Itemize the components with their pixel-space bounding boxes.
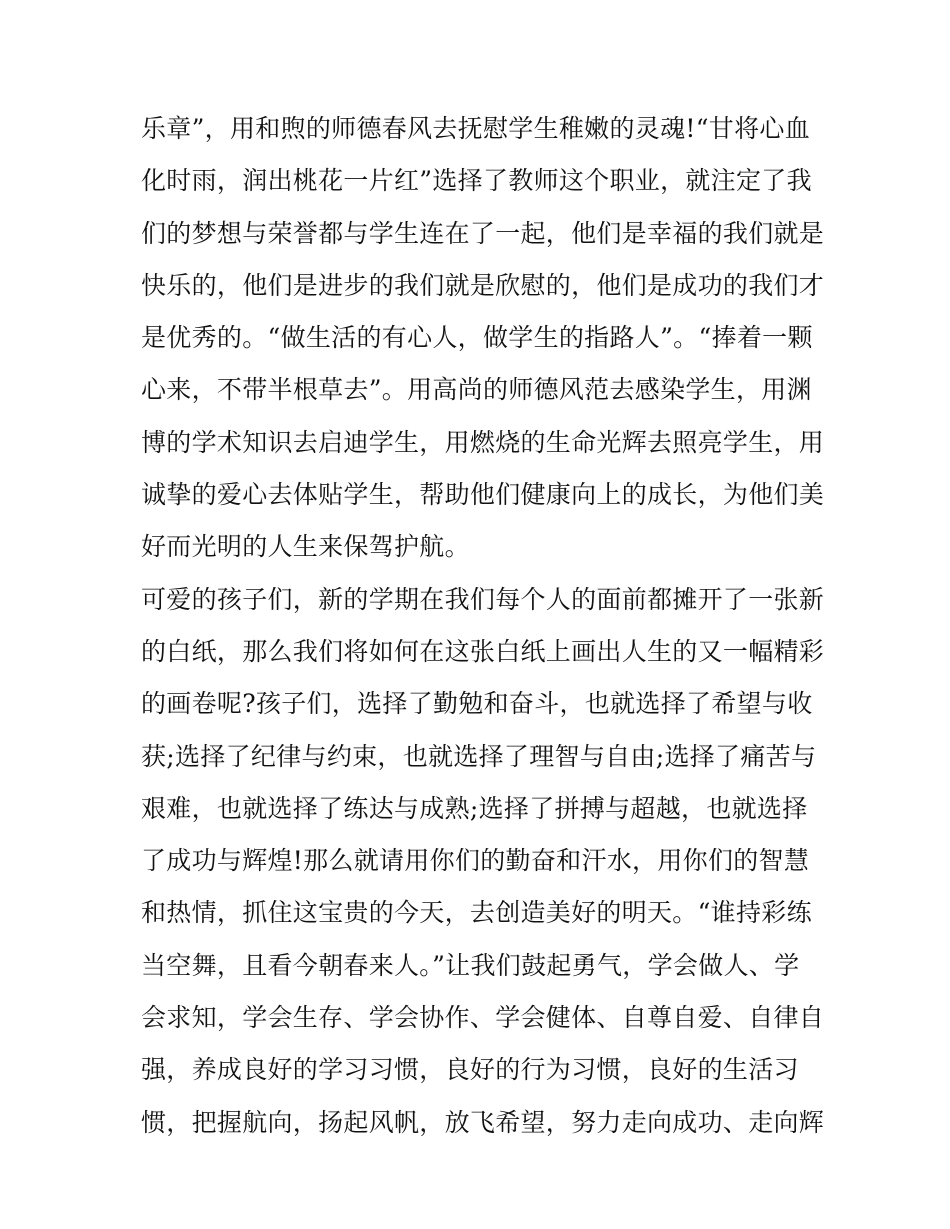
text-line: 乐章”，用和煦的师德春风去抚慰学生稚嫩的灵魂!“甘将心血: [141, 114, 811, 143]
text-line: 和热情，抓住这宝贵的今天，去创造美好的明天。“谁持彩练: [141, 898, 812, 928]
text-line: 快乐的，他们是进步的我们就是欣慰的，他们是成功的我们才: [141, 270, 825, 300]
text-line: 可爱的孩子们，新的学期在我们每个人的面前都摊开了一张新: [141, 584, 825, 614]
text-line: 是优秀的。“做生活的有心人，做学生的指路人”。“捧着一颗: [141, 323, 813, 353]
text-line: 获;选择了纪律与约束，也就选择了理智与自由;选择了痛苦与: [141, 741, 817, 771]
text-line: 心来，不带半根草去”。用高尚的师德风范去感染学生，用渊: [141, 375, 812, 405]
text-line: 了成功与辉煌!那么就请用你们的勤奋和汗水，用你们的智慧: [141, 846, 810, 876]
text-line: 强，养成良好的学习习惯，良好的行为习惯，良好的生活习: [141, 1055, 799, 1085]
text-line: 的白纸，那么我们将如何在这张白纸上画出人生的又一幅精彩: [141, 636, 825, 666]
text-line: 惯，把握航向，扬起风帆，放飞希望，努力走向成功、走向辉: [141, 1107, 825, 1137]
text-line: 们的梦想与荣誉都与学生连在了一起，他们是幸福的我们就是: [141, 218, 825, 248]
text-line: 博的学术知识去启迪学生，用燃烧的生命光辉去照亮学生，用: [141, 427, 825, 457]
text-line: 好而光明的人生来保驾护航。: [141, 532, 470, 562]
text-line: 当空舞，且看今朝春来人。”让我们鼓起勇气，学会做人、学: [141, 950, 800, 980]
text-line: 的画卷呢?孩子们，选择了勤勉和奋斗，也就选择了希望与收: [141, 689, 813, 719]
text-line: 化时雨，润出桃花一片红”选择了教师这个职业，就注定了我: [141, 166, 812, 196]
text-line: 艰难，也就选择了练达与成熟;选择了拼搏与超越，也就选择: [141, 793, 808, 823]
text-line: 诚挚的爱心去体贴学生，帮助他们健康向上的成长，为他们美: [141, 480, 825, 510]
body-text: [141, 103, 825, 1149]
text-line: 会求知，学会生存、学会协作、学会健体、自尊自爱、自律自: [141, 1003, 825, 1033]
